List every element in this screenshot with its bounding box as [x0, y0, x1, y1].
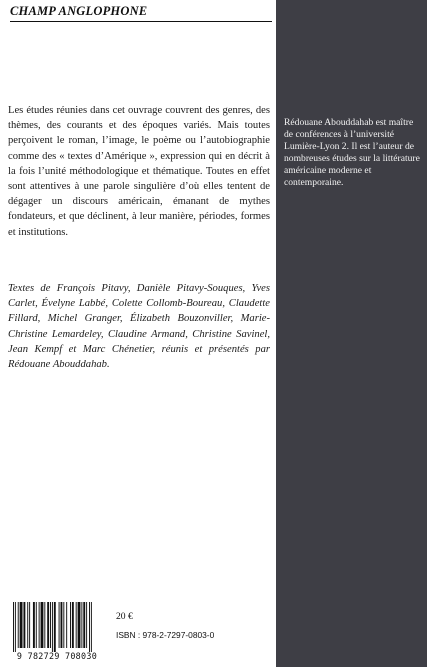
barcode-bars: [7, 600, 107, 652]
book-summary: Les études réunies dans cet ouvrage couvrent des genres, des thèmes, des courants et des époques variés. Mais toutes perçoivent le roman, l’image, le poème ou l’autobiographie comme des « textes d’Amérique », expression qui en décrit à la fois l’unité méthodologique et thématique. Toutes en effet sont attentives à une parole singulière d’où elles tentent de dégager un discours américain, émanant de mythes fondateurs, et que déclinent, à leur manière, périodes, formes et institutions.: [8, 105, 270, 238]
author-panel: [276, 0, 427, 667]
title-rule: [10, 21, 272, 22]
barcode-digits: 9 782729 708030: [16, 651, 98, 661]
author-bio: Rédouane Abouddahab est maître de conférences à l’université Lumière-Lyon 2. Il est l’auteur de nombreuses études sur la littérature américaine moderne et contemporaine.: [284, 117, 420, 189]
price-label: 20 €: [116, 611, 133, 622]
isbn-label: ISBN : 978-2-7297-0803-0: [116, 630, 215, 640]
series-title: CHAMP ANGLOPHONE: [10, 4, 148, 18]
contributors-list: Textes de François Pitavy, Danièle Pitavy-Souques, Yves Carlet, Évelyne Labbé, Colette Collomb-Boureau, Claudette Fillard, Michel Granger, Élizabeth Bouzonviller, Marie-Christine Lemardeley, Claudine Armand, Christine Savinel, Jean Kempf et Marc Chénetier, réunis et présentés par Rédouane Abouddahab.: [8, 283, 270, 371]
barcode: [7, 600, 107, 664]
